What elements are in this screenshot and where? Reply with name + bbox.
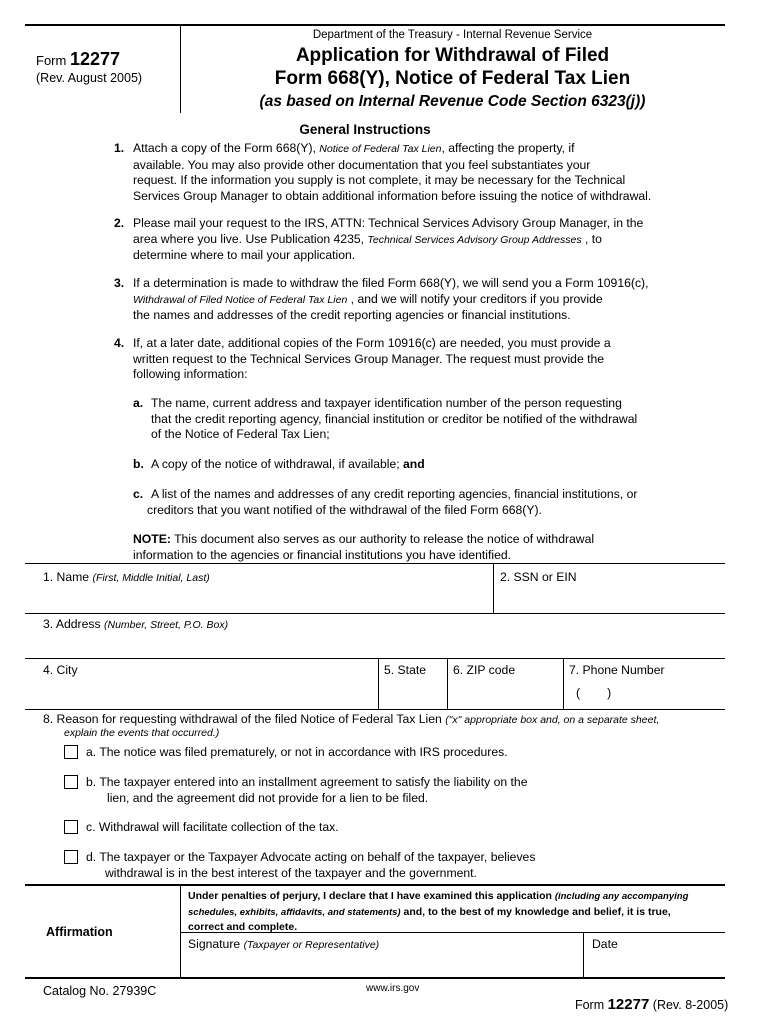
website-link[interactable]: www.irs.gov	[366, 983, 420, 994]
footer-form-id: Form 12277 (Rev. 8-2005)	[574, 996, 729, 1013]
city-state-divider	[378, 658, 379, 709]
reason-label: 8. Reason for requesting withdrawal of the filed Notice of Federal Tax Lien ("x" appropriate box and, on a separate sheet,	[43, 712, 660, 726]
zip-phone-divider	[563, 658, 564, 709]
header-top-rule	[25, 24, 725, 26]
department-line: Department of the Treasury - Internal Revenue Service	[312, 29, 593, 41]
signature-top-rule	[181, 932, 725, 933]
reason-c-label: c. Withdrawal will facilitate collection of the tax.	[86, 820, 339, 834]
footer-rule	[25, 977, 725, 979]
form-word: Form	[36, 53, 67, 68]
instruction-2-number: 2.	[114, 216, 125, 230]
instruction-3-number: 3.	[114, 276, 125, 290]
signature-field[interactable]: Signature (Taxpayer or Representative)	[188, 937, 380, 951]
date-field[interactable]: Date	[592, 937, 618, 951]
city-field[interactable]: 4. City	[43, 663, 78, 677]
catalog-number: Catalog No. 27939C	[43, 984, 157, 998]
reason-a-checkbox[interactable]	[64, 745, 78, 759]
name-ssn-divider	[493, 563, 494, 613]
form-number-block	[36, 49, 120, 70]
affirmation-top-rule	[25, 884, 725, 886]
instruction-1-number: 1.	[114, 141, 125, 155]
fields-top-rule	[25, 563, 725, 564]
form-revision: (Rev. August 2005)	[36, 71, 143, 85]
row-rule-4	[25, 709, 725, 710]
sub-item-a: The name, current address and taxpayer identification number of the person requesting that the credit reporting agency, financial institution or creditor be notified of the withdrawal of the Notice of Federal Tax Lien;	[151, 396, 638, 441]
form-title-line2: Form 668(Y), Notice of Federal Tax Lien	[274, 68, 631, 89]
note-label: NOTE:	[133, 532, 171, 546]
sub-item-c: A list of the names and addresses of any credit reporting agencies, financial institutions, or creditors that you want notified of the withdrawal of the filed Form 668(Y).	[147, 487, 638, 517]
row-rule-3	[25, 658, 725, 659]
name-field[interactable]: 1. Name (First, Middle Initial, Last)	[43, 570, 210, 584]
note-block: NOTE: This document also serves as our authority to release the notice of withdrawal information to the agencies or financial institutions you have identified.	[133, 532, 595, 562]
instruction-4: If, at a later date, additional copies of the Form 10916(c) are needed, you must provide a written request to the Technical Services Group Manager. The request must provide the following information:	[133, 336, 611, 381]
form-number: 12277	[69, 49, 121, 69]
address-field[interactable]: 3. Address (Number, Street, P.O. Box)	[43, 617, 229, 631]
reason-d-checkbox[interactable]	[64, 850, 78, 864]
form-subtitle: (as based on Internal Revenue Code Section 6323(j))	[259, 93, 646, 110]
sub-b-letter: b.	[133, 457, 144, 471]
sub-c-letter: c.	[133, 487, 144, 501]
ssn-field[interactable]: 2. SSN or EIN	[500, 570, 577, 584]
sub-item-b: A copy of the notice of withdrawal, if available; and	[151, 457, 425, 471]
state-zip-divider	[447, 658, 448, 709]
sub-a-letter: a.	[133, 396, 144, 410]
state-field[interactable]: 5. State	[384, 663, 427, 677]
signature-date-divider	[583, 932, 584, 978]
form-title-line1: Application for Withdrawal of Filed	[295, 45, 610, 66]
instruction-2: Please mail your request to the IRS, ATTN: Technical Services Advisory Group Manager, in the area where you live. Use Publication 4235, Technical Services Advisory Group Addresses , to determine where to mail your application.	[133, 216, 644, 262]
reason-d-label: d. The taxpayer or the Taxpayer Advocate acting on behalf of the taxpayer, believes withdrawal is in the best interest of the taxpayer and the government.	[86, 850, 536, 880]
perjury-statement: Under penalties of perjury, I declare that I have examined this application (including any accompanying schedules, exhibits, affidavits, and statements) and, to the best of my knowledge and belief, it is true, correct and complete.	[188, 890, 689, 933]
reason-a-label: a. The notice was filed prematurely, or not in accordance with IRS procedures.	[86, 745, 508, 759]
zip-field[interactable]: 6. ZIP code	[453, 663, 516, 677]
reason-c-checkbox[interactable]	[64, 820, 78, 834]
reason-b-label: b. The taxpayer entered into an installment agreement to satisfy the liability on the lien, and the agreement did not provide for a lien to be filed.	[86, 775, 528, 805]
reason-hint-2: explain the events that occurred.)	[64, 727, 220, 739]
instructions-heading: General Instructions	[299, 122, 431, 137]
phone-field[interactable]: 7. Phone Number	[569, 663, 665, 677]
instruction-4-number: 4.	[114, 336, 125, 350]
affirmation-label: Affirmation	[46, 925, 113, 939]
phone-area-code[interactable]: ( )	[576, 686, 612, 700]
instruction-1: Attach a copy of the Form 668(Y), Notice of Federal Tax Lien, affecting the property, if available. You may also provide other documentation that you feel substantiates your request. If the information you supply is not complete, it may be necessary for the Technical Services Group Manager to obtain additional information before issuing the notice of withdrawal.	[133, 141, 652, 203]
reason-b-checkbox[interactable]	[64, 775, 78, 789]
row-rule-2	[25, 613, 725, 614]
instruction-3: If a determination is made to withdraw the filed Form 668(Y), we will send you a Form 10916(c), Withdrawal of Filed Notice of Federal Tax Lien , and we will notify your creditors if you provide the names and addresses of the credit reporting agencies or financial institutions.	[133, 276, 649, 322]
